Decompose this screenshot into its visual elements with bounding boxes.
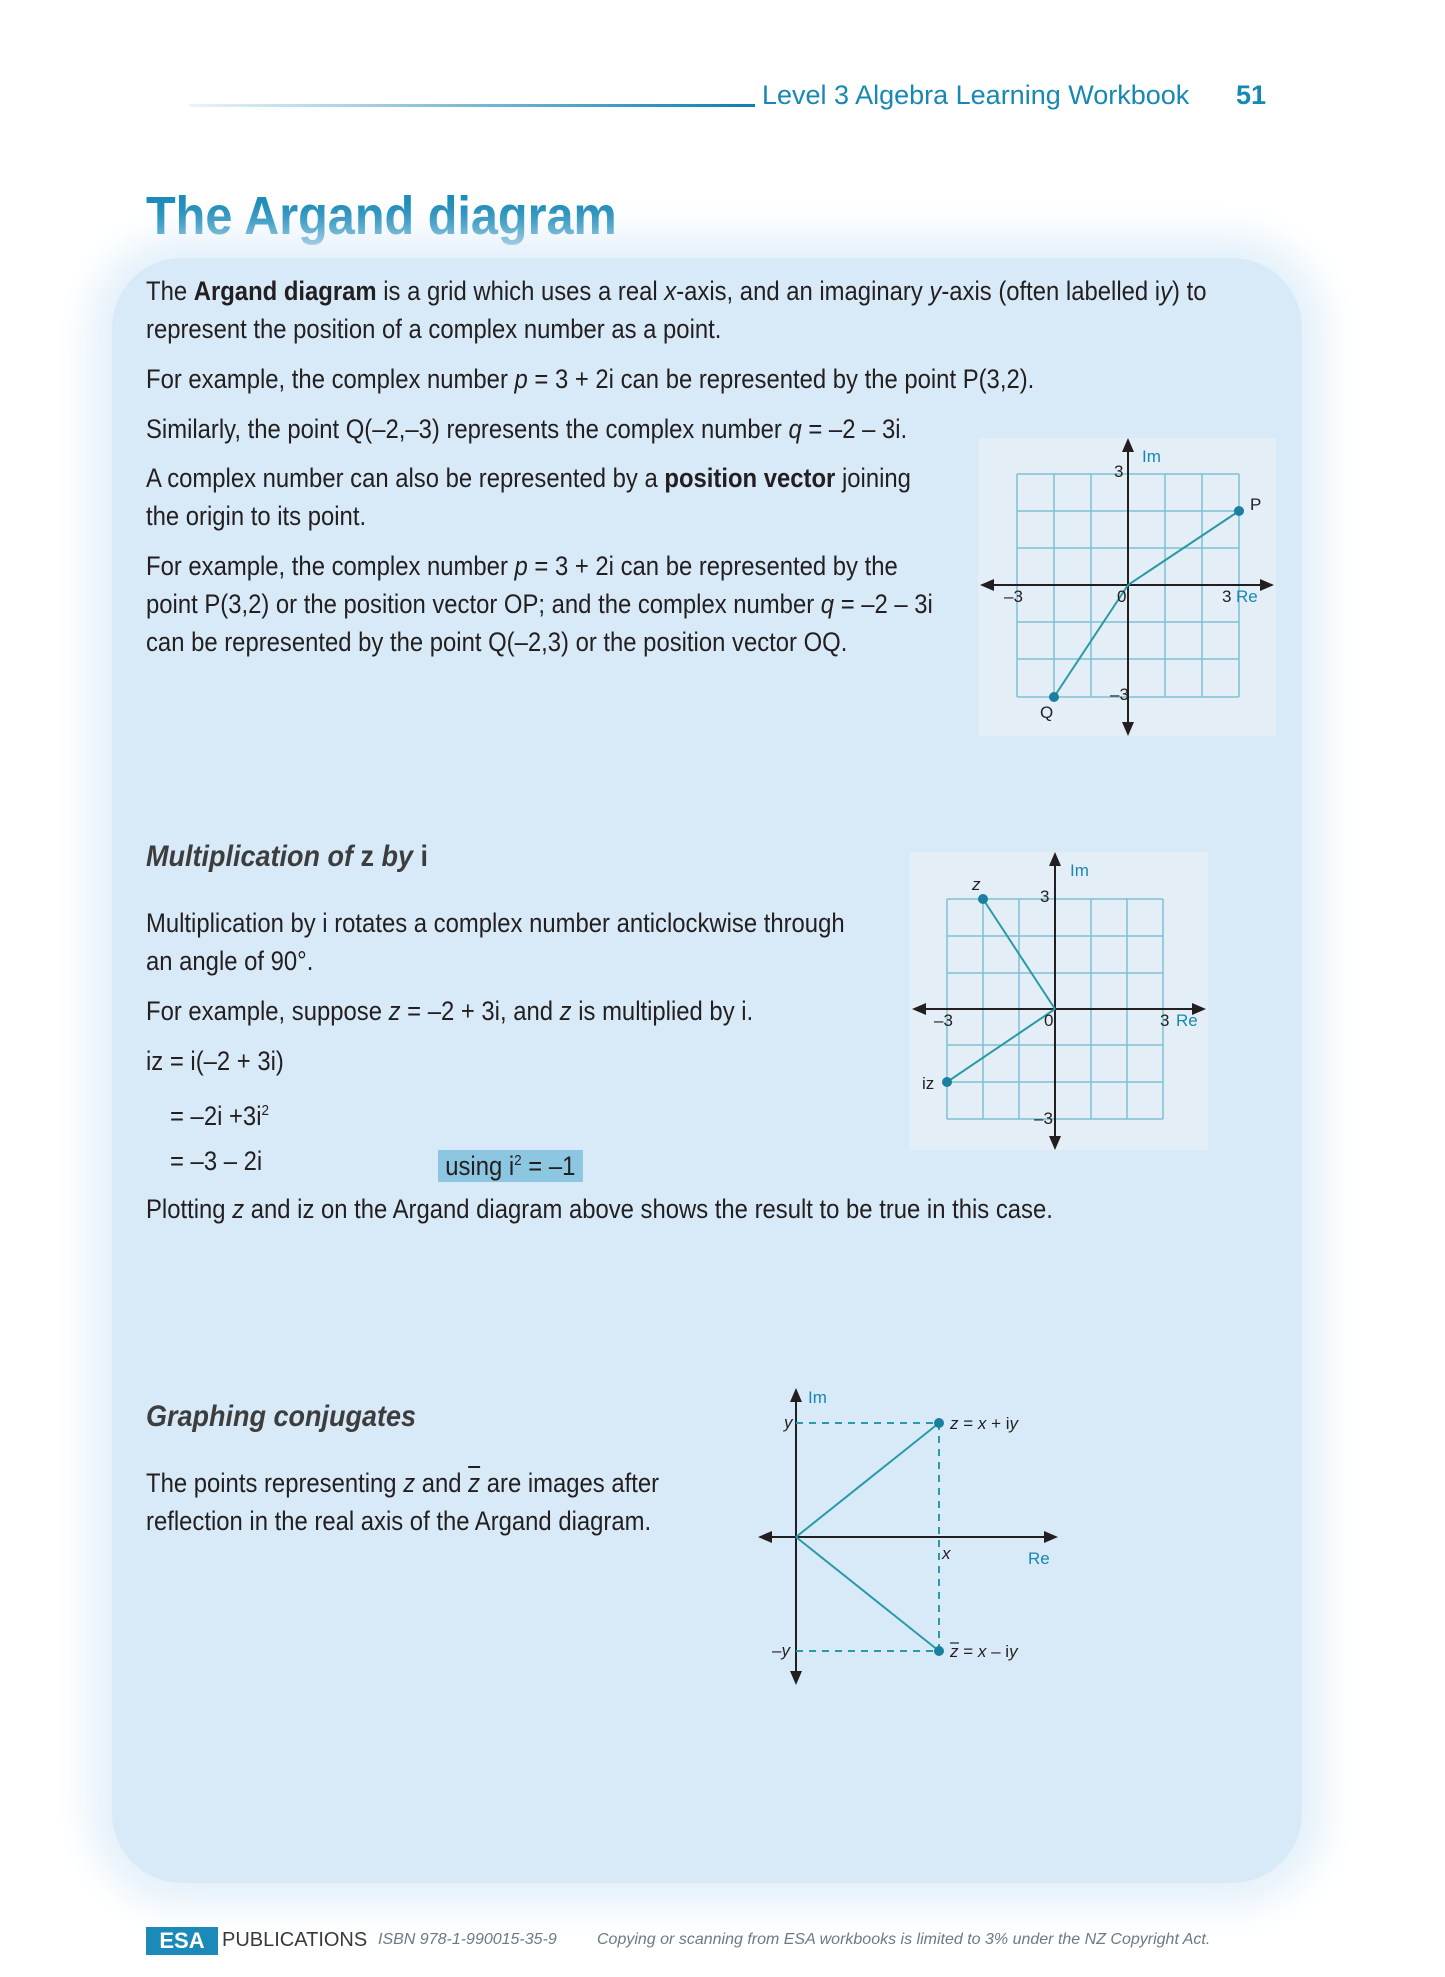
multiplication-paragraph-2: For example, suppose z = –2 + 3i, and z is multiplied by i. [146, 996, 754, 1026]
tick-3-re: 3 [1222, 587, 1232, 606]
origin-label: 0 [1044, 1011, 1054, 1030]
im-label: Im [1142, 447, 1161, 466]
y-label: y [784, 1413, 793, 1432]
zbar-label: z = x – iy [950, 1642, 1018, 1661]
tick-neg3-re: –3 [934, 1011, 953, 1030]
argand-diagram-1 [978, 438, 1276, 736]
im-label: Im [1070, 861, 1089, 880]
page-number: 51 [1236, 80, 1267, 110]
point-z [978, 894, 988, 904]
z-label: z = x + iy [950, 1414, 1019, 1433]
real-axis-arrow-right [1044, 1531, 1058, 1543]
re-label: Re [1236, 587, 1258, 606]
origin-label: 0 [1117, 587, 1127, 606]
tick-neg3-re: –3 [1004, 587, 1023, 606]
point-p [1234, 506, 1244, 516]
copyright-notice: Copying or scanning from ESA workbooks is limited to 3% under the NZ Copyright Act. [597, 1931, 1211, 1948]
multiplication-paragraph-1: Multiplication by i rotates a complex number anticlockwise through [146, 908, 845, 938]
intro-paragraph-2: For example, the complex number p = 3 + 2i can be represented by the point P(3,2). [146, 364, 1035, 394]
tick-neg3-im: –3 [1034, 1109, 1053, 1128]
point-q [1049, 692, 1059, 702]
conjugates-paragraph-1-line-2: reflection in the real axis of the Argand diagram. [146, 1506, 652, 1536]
point-q-label: Q [1040, 703, 1054, 722]
intro-paragraph-5: For example, the complex number p = 3 + 2i can be represented by the [146, 551, 898, 581]
re-label: Re [1176, 1011, 1198, 1030]
header-title: Level 3 Algebra Learning Workbook [762, 80, 1190, 110]
conjugate-diagram [750, 1385, 1070, 1690]
point-zbar [934, 1646, 944, 1656]
intro-paragraph-5-line-3: can be represented by the point Q(–2,3) or the position vector OQ. [146, 627, 848, 657]
vector-z [796, 1423, 939, 1537]
im-label: Im [808, 1388, 827, 1407]
point-iz-label: iz [922, 1074, 935, 1093]
equation-line-3: = –3 – 2i [170, 1146, 263, 1176]
esa-logo: ESA [146, 1927, 218, 1955]
point-iz [942, 1077, 952, 1087]
re-label: Re [1028, 1549, 1050, 1568]
conjugates-paragraph-1: The points representing z and $\overline{z}$ are images after [146, 1468, 660, 1498]
multiplication-paragraph-1-line-2: an angle of 90°. [146, 946, 314, 976]
equation-line-1: iz = i(–2 + 3i) [146, 1046, 284, 1076]
tick-3-im: 3 [1114, 462, 1124, 481]
x-label: x [942, 1544, 951, 1563]
neg-y-label: –y [772, 1641, 790, 1660]
intro-paragraph-3: Similarly, the point Q(–2,–3) represents the complex number q = –2 – 3i. [146, 414, 908, 444]
highlight-note: using $i^2 = -1$ [438, 1142, 583, 1185]
intro-paragraph-5-line-2: point P(3,2) or the position vector OP; and the complex number q = –2 – 3i [146, 589, 933, 619]
argand-diagram-2 [910, 852, 1208, 1150]
point-z [934, 1418, 944, 1428]
header-rule [190, 104, 755, 107]
page-title: The Argand diagram [146, 186, 617, 246]
tick-3-im: 3 [1040, 887, 1050, 906]
multiplication-heading: Multiplication of z by i [146, 840, 429, 873]
intro-paragraph-4: A complex number can also be represented by a position vector joining [146, 463, 911, 493]
imaginary-axis-arrow-up [790, 1388, 802, 1402]
multiplication-paragraph-3: Plotting z and iz on the Argand diagram above shows the result to be true in this case. [146, 1194, 1053, 1224]
point-p-label: P [1250, 495, 1262, 514]
intro-paragraph-4-line-2: the origin to its point. [146, 501, 367, 531]
tick-neg3-im: –3 [1110, 685, 1129, 704]
conjugates-heading: Graphing conjugates [146, 1400, 417, 1433]
vector-zbar [796, 1537, 939, 1651]
point-z-label: z [972, 875, 981, 894]
intro-paragraph-1: The Argand diagram is a grid which uses a real x-axis, and an imaginary y-axis (often labelled iy) to [146, 276, 1207, 306]
real-axis-arrow-left [758, 1531, 772, 1543]
publications-label: PUBLICATIONS [222, 1929, 368, 1951]
equation-line-2: = $-2i +3i^2$ [170, 1100, 270, 1131]
isbn: ISBN 978-1-990015-35-9 [378, 1931, 557, 1948]
imaginary-axis-arrow-down [790, 1671, 802, 1685]
intro-paragraph-1-line-2: represent the position of a complex number as a point. [146, 314, 722, 344]
tick-3-re: 3 [1160, 1011, 1170, 1030]
